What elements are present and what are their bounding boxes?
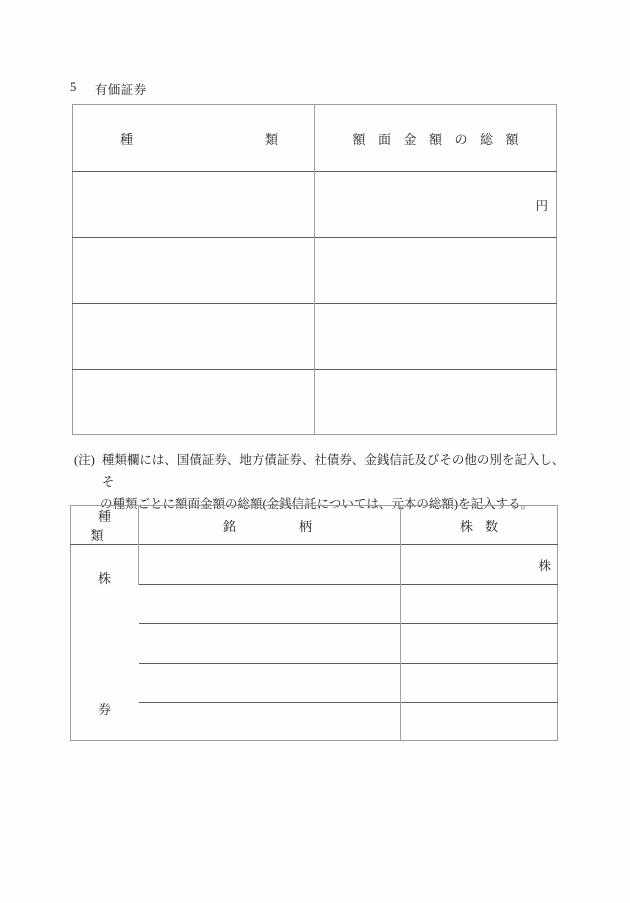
securities-row1-type-cell	[73, 172, 315, 238]
shares-row-4	[71, 664, 558, 703]
shares-row5-brand-cell	[139, 703, 401, 741]
shares-row2-count-cell	[401, 585, 558, 624]
share-label-top: 株	[97, 570, 111, 586]
shares-row-3	[71, 624, 558, 664]
shares-header-count: 株数	[401, 506, 558, 545]
shares-table	[70, 505, 558, 741]
securities-table	[72, 104, 557, 435]
shares-row2-brand-cell	[139, 585, 401, 624]
shares-row-5	[71, 703, 558, 741]
shares-type-merged-cell	[71, 545, 139, 741]
securities-header-type	[73, 105, 315, 172]
section-title-text: 有価証券	[94, 83, 147, 97]
securities-row2-type-cell	[73, 238, 315, 304]
section-title	[70, 80, 147, 98]
shares-header-brand	[139, 506, 401, 545]
securities-table-header-row	[73, 105, 557, 172]
securities-row-2	[73, 238, 557, 304]
header-brand-char-left: 銘	[223, 518, 237, 534]
header-type-char-left: 種	[120, 131, 134, 147]
shares-row-2	[71, 585, 558, 624]
header-type-char-right: 類	[264, 131, 278, 147]
securities-row1-amount-cell	[315, 172, 557, 238]
shares-row1-count-cell	[401, 545, 558, 585]
securities-row-4	[73, 370, 557, 435]
note-label: (注)	[74, 453, 95, 467]
securities-row-3	[73, 304, 557, 370]
shares-row3-brand-cell	[139, 624, 401, 664]
shares-row-1	[71, 545, 558, 585]
header-brand-char-right: 柄	[298, 518, 312, 534]
share-label-bottom: 券	[97, 701, 111, 717]
securities-row2-amount-cell	[315, 238, 557, 304]
shares-row4-brand-cell	[139, 664, 401, 703]
note-text-line2: の種類ごとに額面金額の総額(金銭信託については、元本の総額)を記入する。	[100, 497, 534, 511]
securities-row3-amount-cell	[315, 304, 557, 370]
securities-row4-type-cell	[73, 370, 315, 435]
shares-header-type: 種類	[90, 509, 126, 543]
securities-header-amount: 額面金額の総額	[315, 105, 557, 172]
securities-row4-amount-cell	[315, 370, 557, 435]
shares-row5-count-cell	[401, 703, 558, 741]
yen-unit-label: 円	[535, 198, 548, 213]
share-unit-label: 株	[538, 558, 551, 573]
shares-row1-brand-cell	[139, 545, 401, 585]
shares-row3-count-cell	[401, 624, 558, 664]
section-number: 5	[70, 80, 77, 94]
securities-row3-type-cell	[73, 304, 315, 370]
shares-table-header-row	[71, 506, 558, 545]
shares-row4-count-cell	[401, 664, 558, 703]
securities-row-1	[73, 172, 557, 238]
note-text-line1: 種類欄には、国債証券、地方債証券、社債券、金銭信託及びその他の別を記入し、そ	[101, 453, 565, 489]
